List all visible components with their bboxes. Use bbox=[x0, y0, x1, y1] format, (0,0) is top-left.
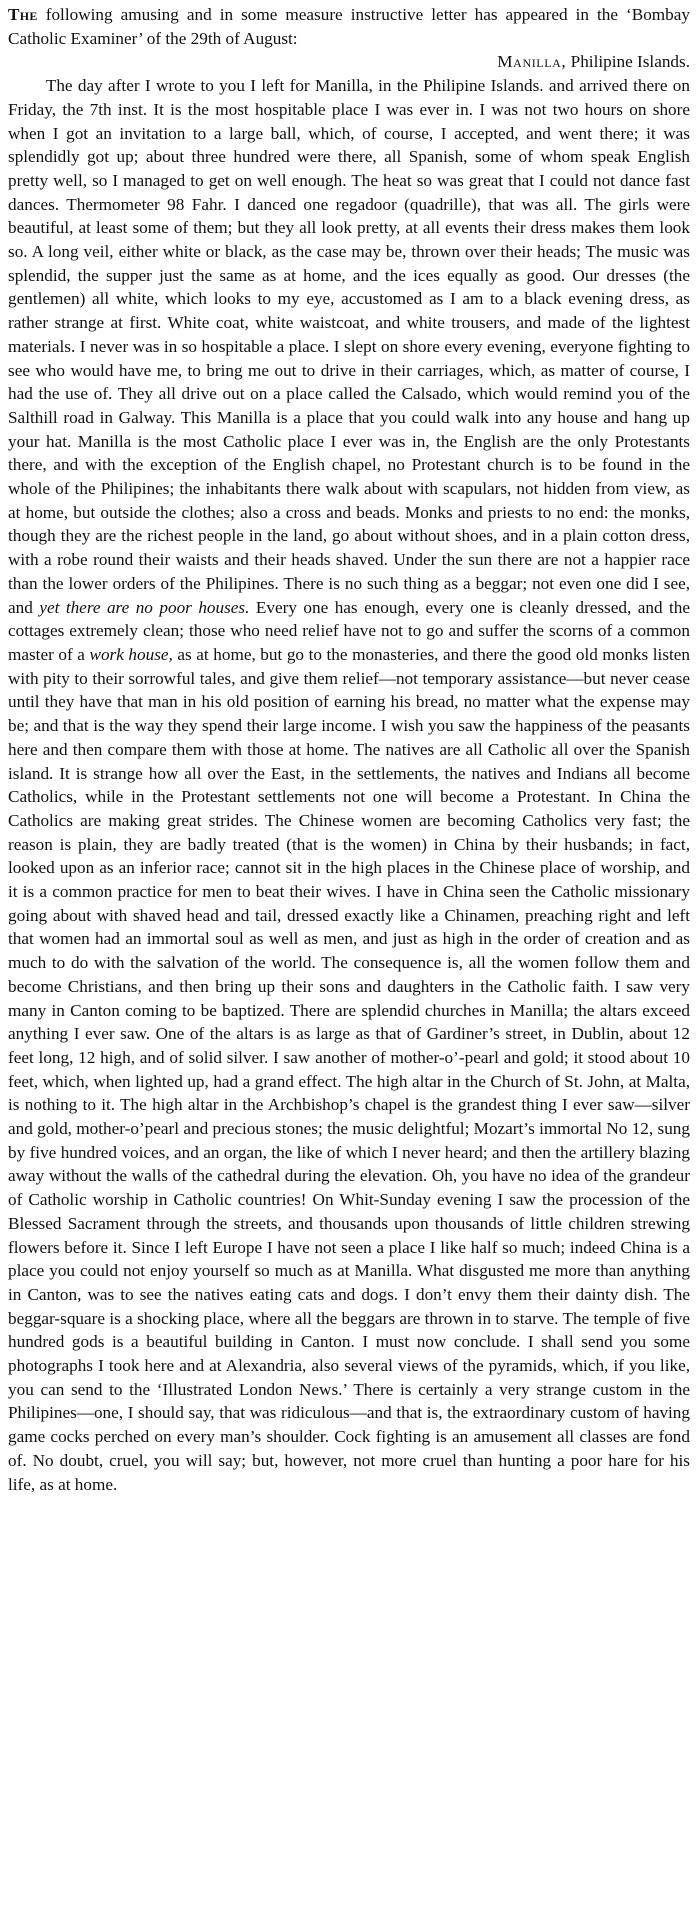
lead-word: The bbox=[8, 5, 38, 24]
dateline-place: Manilla, bbox=[497, 52, 567, 72]
dateline bbox=[8, 50, 690, 74]
intro-paragraph bbox=[8, 3, 690, 50]
emphasis-no-poor-houses: yet there are no poor houses. bbox=[39, 597, 250, 617]
letter-text-part-3: as at home, but go to the monasteries, and there the good old monks listen with pity to their sorrowful tales, and give them relief—not temporary assistance—but never cease until they have that man in his old position of earning his bread, no matter what the expense may be; and that is the way they spend their large income. I wish you saw the happiness of the peasants here and then compare them with those at home. The natives are all Catholic all over the Spanish island. It is strange how all over the East, in the settlements, the natives and Indians all become Catholics, while in the Protestant settlements not one will become a Protestant. In China the Catholics are making great strides. The Chinese women are becoming Catholics very fast; the reason is plain, they are badly treated (that is the women) in China by their husbands; in fact, looked upon as an inferior race; cannot sit in the high places in the Chinese place of worship, and it is a common practice for men to beat their wives. I have in China seen the Catholic missionary going about with shaved head and tail, dressed exactly like a Chinamen, preaching right and left that women had an immortal soul as well as men, and just as high in the order of creation and as much to do with the salvation of the world. The consequence is, all the women follow them and become Christians, and then bring up their sons and daughters in the Catholic faith. I saw very many in Canton coming to be baptized. There are splendid churches in Manilla; the altars exceed anything I ever saw. One of the altars is as large as that of Gardiner’s street, in Dublin, about 12 feet long, 12 high, and of solid silver. I saw another of mother-o’-pearl and gold; it stood about 10 feet, which, when lighted up, had a grand effect. The high altar in the Church of St. John, at Malta, is nothing to it. The high altar in the Archbishop’s chapel is the grandest thing I ever saw—silver and gold, mother-o’pearl and precious stones; the music delightful; Mozart’s immortal No 12, sung by five hundred voices, and an organ, the like of which I never heard; and then the artillery blazing away without the walls of the cathedral during the elevation. Oh, you have no idea of the grandeur of Catholic worship in Catholic countries! On Whit-Sunday evening I saw the procession of the Blessed Sacrament through the streets, and thousands upon thousands of little children strewing flowers before it. Since I left Europe I have not seen a place I like half so much; indeed China is a place you could not enjoy yourself so much as at Manilla. What disgusted me more than anything in Canton, was to see the natives eating cats and dogs. I don’t envy them their dainty dish. The beggar-square is a shocking place, where all the beggars are thrown in to starve. The temple of five hundred gods is a beautiful building in Canton. I must now conclude. I shall send you some photographs I took here and at Alexandria, also several views of the pyramids, which, if you like, you can send to the ‘Illustrated London News.’ There is certainly a very strange custom in the Philipines—one, I should say, that was ridiculous—and that is, the extraordinary custom of having game cocks perched on every man’s shoulder. Cock fighting is an amusement all classes are fond of. No doubt, cruel, you will say; but, however, not more cruel than hunting a poor hare for his life, as at home. bbox=[8, 644, 691, 1494]
emphasis-work-house: work house, bbox=[89, 644, 173, 664]
dateline-region: Philipine Islands. bbox=[570, 52, 690, 72]
intro-text: following amusing and in some measure instructive letter has appeared in the ‘Bombay Catholic Examiner’ of the 29th of August: bbox=[8, 5, 690, 48]
letter-text-part-2: Every one has enough, every one is cleanly dressed, and the cottages extremely clean; those who need relief have not to go and suffer the scorns of a common master of a bbox=[8, 597, 691, 664]
letter-text-part-1: The day after I wrote to you I left for Manilla, in the Philipine Islands. and arrived there on Friday, the 7th inst. It is the most hospitable place I was ever in. I was not two hours on shore when I got an invitation to a large ball, which, of course, I accepted, and went there; it was splendidly got up; about three hundred were there, all Spanish, some of whom speak English pretty well, so I managed to get on well enough. The heat so was great that I could not dance fast dances. Thermometer 98 Fahr. I danced one regadoor (quadrille), that was all. The girls were beautiful, at least some of them; but they all look pretty, at all events their dress makes them look so. A long veil, either white or black, as the case may be, thrown over their heads; The music was splendid, the supper just the same as at home, and the ices equally as good. Our dresses (the gentlemen) all white, which looks to my eye, accustomed as I am to a black evening dress, as rather strange at first. White coat, white waistcoat, and white trousers, and made of the lightest materials. I never was in so hospitable a place. I slept on shore every evening, everyone fighting to see who would have me, to bring me out to drive in their carriages, which, as matter of course, I had the use of. They all drive out on a place called the Calsado, which would remind you of the Salthill road in Galway. This Manilla is a place that you could walk into any house and hang up your hat. Manilla is the most Catholic place I ever was in, the English are the only Protestants there, and with the exception of the English chapel, no Protestant church is to be found in the whole of the Philipines; the inhabitants there walk about with scapulars, not hidden from view, as at home, but outside the clothes; also a cross and beads. Monks and priests to no end: the monks, though they are the richest people in the land, go about without shoes, and in a plain cotton dress, with a robe round their waists and their heads shaved. Under the sun there are not a happier race than the lower orders of the Philipines. There is no such thing as a beggar; not even one did I see, and bbox=[8, 76, 690, 617]
letter-body bbox=[8, 74, 690, 1496]
